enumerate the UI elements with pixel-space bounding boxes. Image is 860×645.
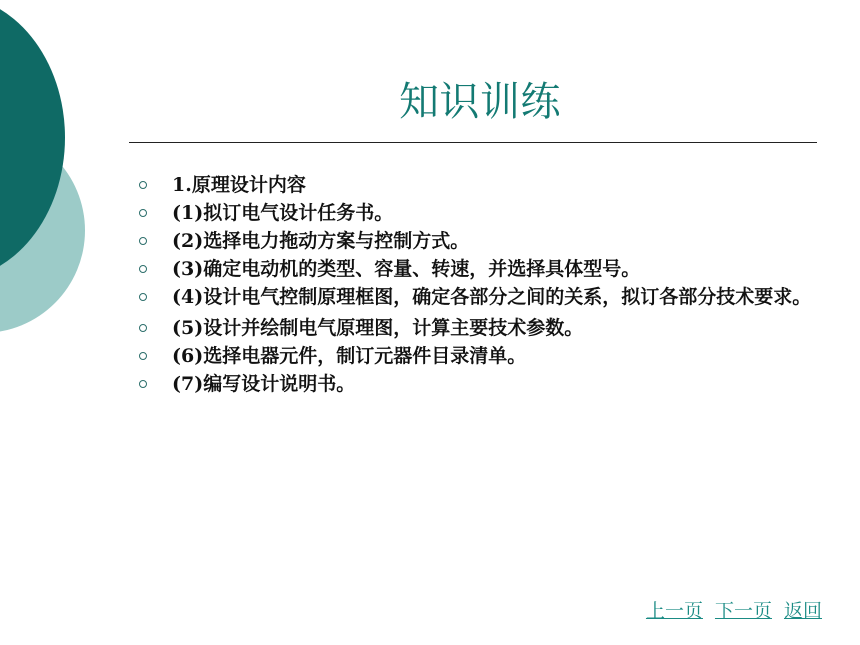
previous-page-link[interactable]: 上一页 — [645, 600, 703, 622]
list-item-text: (2)选择电力拖动方案与控制方式。 — [172, 230, 470, 252]
list-item — [135, 285, 817, 310]
back-link[interactable]: 返回 — [783, 600, 822, 622]
content-list — [135, 173, 817, 400]
next-page-link[interactable]: 下一页 — [714, 600, 772, 622]
list-item-text: (1)拟订电气设计任务书。 — [172, 202, 394, 224]
slide-title: 知识训练 — [399, 79, 561, 125]
hollow-circle-icon — [139, 352, 147, 360]
hollow-circle-icon — [139, 324, 147, 332]
hollow-circle-icon — [139, 265, 147, 273]
list-item — [135, 229, 817, 254]
list-item-text: (7)编写设计说明书。 — [172, 373, 356, 395]
list-item-text: 1.原理设计内容 — [172, 174, 306, 196]
hollow-circle-icon — [139, 209, 147, 217]
list-item-text: (3)确定电动机的类型、容量、转速，并选择具体型号。 — [172, 258, 641, 280]
list-item — [135, 257, 817, 282]
title-divider — [129, 142, 817, 143]
list-item — [135, 201, 817, 226]
hollow-circle-icon — [139, 293, 147, 301]
list-item — [135, 344, 817, 369]
hollow-circle-icon — [139, 181, 147, 189]
hollow-circle-icon — [139, 237, 147, 245]
list-item-text: (5)设计并绘制电气原理图，计算主要技术参数。 — [172, 317, 584, 339]
hollow-circle-icon — [139, 380, 147, 388]
list-item-text: (6)选择电器元件，制订元器件目录清单。 — [172, 345, 527, 367]
list-item — [135, 372, 817, 397]
list-item-text: (4)设计电气控制原理框图，确定各部分之间的关系，拟订各部分技术要求。 — [172, 286, 812, 308]
slide-navigation — [646, 596, 822, 623]
list-item — [135, 316, 817, 341]
list-item — [135, 173, 817, 198]
